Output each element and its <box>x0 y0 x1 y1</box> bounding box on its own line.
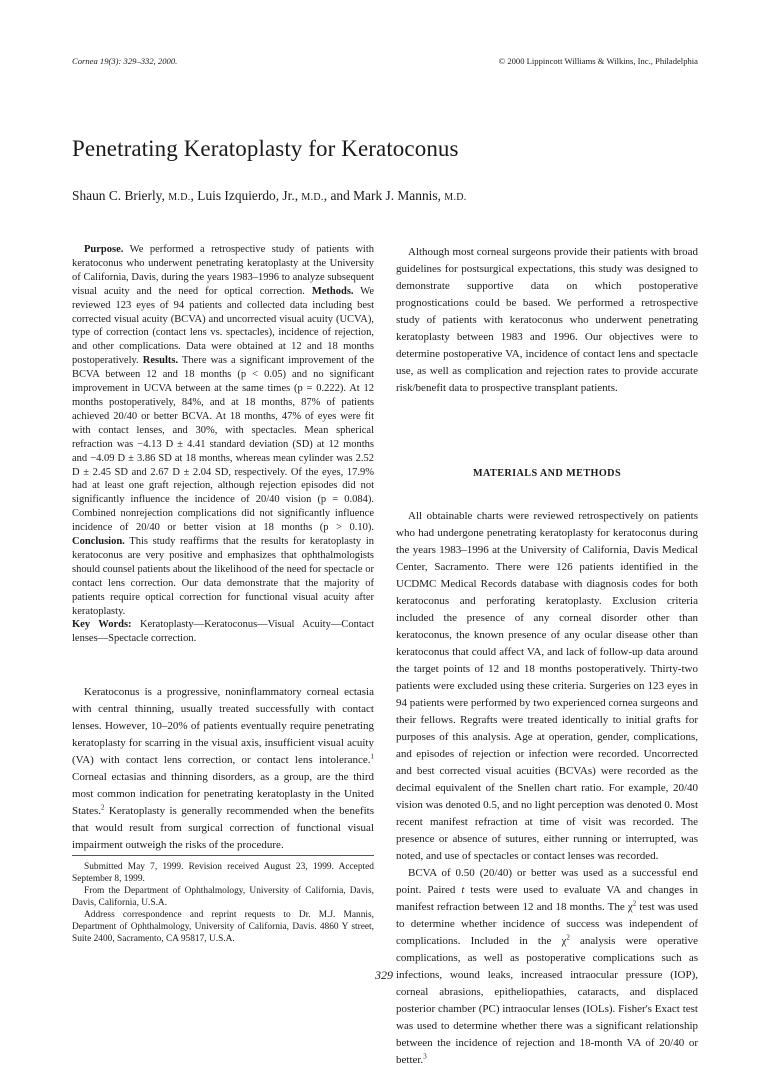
footnotes <box>72 861 374 945</box>
methods-label: Methods. <box>311 285 354 297</box>
right-column <box>396 244 698 1069</box>
introduction <box>72 684 374 854</box>
results-text: There was a significant improvement of the BCVA between 12 and 18 months (p < 0.05) and no significant improvement in UCVA between at the same times (p = 0.222). At 12 months postoperatively, 84%, and at 18 months, 87% of patients achieved 20/40 or better BCVA. At 18 months, 47% of eyes were fit with contact lenses, and 30%, with spectacles. Mean spherical refraction was −4.13 D ± 4.41 standard deviation (SD) at 12 months and −4.09 D ± 3.86 SD at 18 months, whereas mean cylinder was 2.52 D ± 2.45 SD and 2.67 D ± 2.04 SD, respectively. Of the eyes, 17.9% had at least one graft rejection, although rejection episodes did not significantly influence the incidence of 20/40 vision (p = 0.084). Combined nonrejection complications did not significantly influence incidence of 20/40 or better vision at 18 months (p > 0.10). <box>72 355 374 534</box>
stats-text: test was used to determine whether incidence of success was independent of complications. Included in the χ <box>396 901 698 947</box>
author-name: Shaun C. Brierly, <box>72 188 165 203</box>
author-degree: M.D. <box>301 192 324 203</box>
journal-citation: Cornea 19(3): 329–332, 2000. <box>72 56 178 66</box>
paragraph-objectives: Although most corneal surgeons provide their patients with broad guidelines for postsurgical expectations, this study was designed to demonstrate supportive data on which postoperative prognostications could be based. We performed a retrospective study of patients with keratoconus who underwent penetrating keratoplasty between 1983 and 1996. Our objectives were to determine postoperative VA, incidence of contact lens and spectacle use, as well as complication and rejection rates to provide accurate risk/benefit data to prospective transplant patients. <box>396 246 698 394</box>
author-separator: , <box>190 188 194 203</box>
abstract <box>72 243 374 646</box>
intro-paragraph <box>72 684 374 854</box>
footnote-submission: Submitted May 7, 1999. Revision received August 23, 1999. Accepted September 8, 1999. <box>72 862 374 884</box>
keywords-text: Keratoplasty—Keratoconus—Visual Acuity—Contact lenses—Spectacle correction. <box>72 619 374 645</box>
running-header <box>72 56 698 66</box>
author-separator: , and <box>323 188 350 203</box>
paragraph-statistics <box>396 865 698 1069</box>
stats-text: tests were used to evaluate VA and changes in manifest refraction between 12 and 18 months. The χ <box>396 884 698 913</box>
keywords-label: Key Words: <box>72 619 132 631</box>
stats-text: analysis were operative complications, as well as postoperative complications such as infections, wound leaks, increased intraocular pressure (IOP), corneal abrasions, epitheliopathies, cataracts, and displaced posterior chamber (PC) intraocular lenses (IOLs). Fisher's Exact test was used to determine whether there was a significant relationship between the incidence of rejection and 18-month VA of 20/40 or better. <box>396 935 698 1066</box>
copyright-notice: © 2000 Lippincott Williams & Wilkins, Inc., Philadelphia <box>498 56 698 66</box>
results-label: Results. <box>142 355 179 367</box>
methods-text: We reviewed 123 eyes of 94 patients and collected data including best corrected visual acuity (BCVA) and uncorrected visual acuity (UCVA), type of correction (contact lens vs. spectacles), incidence of rejection, and other complications. Data were obtained at 12 and 18 months postoperatively. <box>72 285 374 367</box>
paragraph-methods: All obtainable charts were reviewed retrospectively on patients who had undergone penetrating keratoplasty for keratoconus during the years 1983–1996 at the University of California, Davis Medical Center, Sacramento. There were 126 patients identified in the UCDMC Medical Records database with diagnosis codes for both keratoconus and perforating keratoplasty. Exclusion criteria included the presence of any corneal disorder other than keratoconus, the known presence of any ocular disease other than keratoconus that could affect VA, and lack of follow-up data around the target points of 12 and 18 months postoperatively. Thirty-two patients were excluded using these criteria. Surgeries on 123 eyes in 94 patients were performed by two experienced cornea surgeons and their fellows. Regrafts were treated identically to initial grafts for purposes of this analysis. Age at operation, gender, complications, and episodes of rejection or infection were recorded. Uncorrected and best corrected visual acuities (BCVAs) were recorded as the decimal equivalent of the Snellen chart ratio. For example, 20/40 vision was denoted 0.5, and no light perception was denoted 0. Most recent manifest refraction at time of visit was recorded. The presence or absence of sutures, either running or interrupted, was noted, and use of spectacles or contact lenses was recorded. <box>396 510 698 862</box>
footnote-affiliation: From the Department of Ophthalmology, University of California, Davis, Davis, California, U.S.A. <box>72 886 374 908</box>
chi-square-exponent: 2 <box>566 933 570 942</box>
page-number: 329 <box>375 968 393 982</box>
abstract-text <box>72 243 374 618</box>
keywords <box>72 618 374 646</box>
purpose-label: Purpose. <box>84 244 124 255</box>
footnote-correspondence: Address correspondence and reprint requests to Dr. M.J. Mannis, Department of Ophthalmology, University of California, Davis. 4860 Y street, Suite 2400, Sacramento, CA 95817, U.S.A. <box>72 910 374 944</box>
author-name: Luis Izquierdo, Jr., <box>197 188 299 203</box>
reference-1: 1 <box>370 752 374 761</box>
conclusion-label: Conclusion. <box>72 536 125 548</box>
author-degree: M.D. <box>444 192 467 203</box>
chi-square-exponent: 2 <box>632 899 637 908</box>
reference-3: 3 <box>423 1052 427 1061</box>
stats-t-symbol: t <box>461 884 465 896</box>
stats-text: BCVA of 0.50 (20/40) or better was used as a successful end point. Paired <box>396 867 698 896</box>
author-name: Mark J. Mannis, <box>353 188 441 203</box>
author-degree: M.D. <box>168 192 191 203</box>
article-title: Penetrating Keratoplasty for Keratoconus <box>72 136 459 161</box>
conclusion-text: This study reaffirms that the results for keratoplasty in keratoconus are very positive and emphasizes that ophthalmologists should counsel patients about the likelihood of the need for spectacle or contact lens correction. Our data demonstrate that the majority of patients require optical correction for functional visual acuity after keratoplasty. <box>72 536 374 617</box>
footnote-divider <box>72 855 374 856</box>
section-heading: MATERIALS AND METHODS <box>472 468 622 479</box>
reference-2: 2 <box>101 803 105 812</box>
author-list <box>72 188 467 204</box>
intro-text: Keratoconus is a progressive, noninflammatory corneal ectasia with central thinning, usually treated successfully with contact lenses. However, 10–20% of patients eventually require penetrating keratoplasty for scarring in the visual axis, insufficient visual acuity (VA) with contact lens correction, or contact lens intolerance. <box>72 686 374 766</box>
purpose-text: We performed a retrospective study of patients with keratoconus who underwent penetrating keratoplasty at the University of California, Davis, during the years 1983–1996 to analyze subsequent visual acuity and the need for optical correction. <box>72 244 374 297</box>
intro-text: Keratoplasty is generally recommended when the benefits that would result from surgical correction of functional visual impairment outweigh the risks of the procedure. <box>72 805 374 851</box>
intro-text: Corneal ectasias and thinning disorders, as a group, are the third most common indication for penetrating keratoplasty in the United States. <box>72 771 374 817</box>
